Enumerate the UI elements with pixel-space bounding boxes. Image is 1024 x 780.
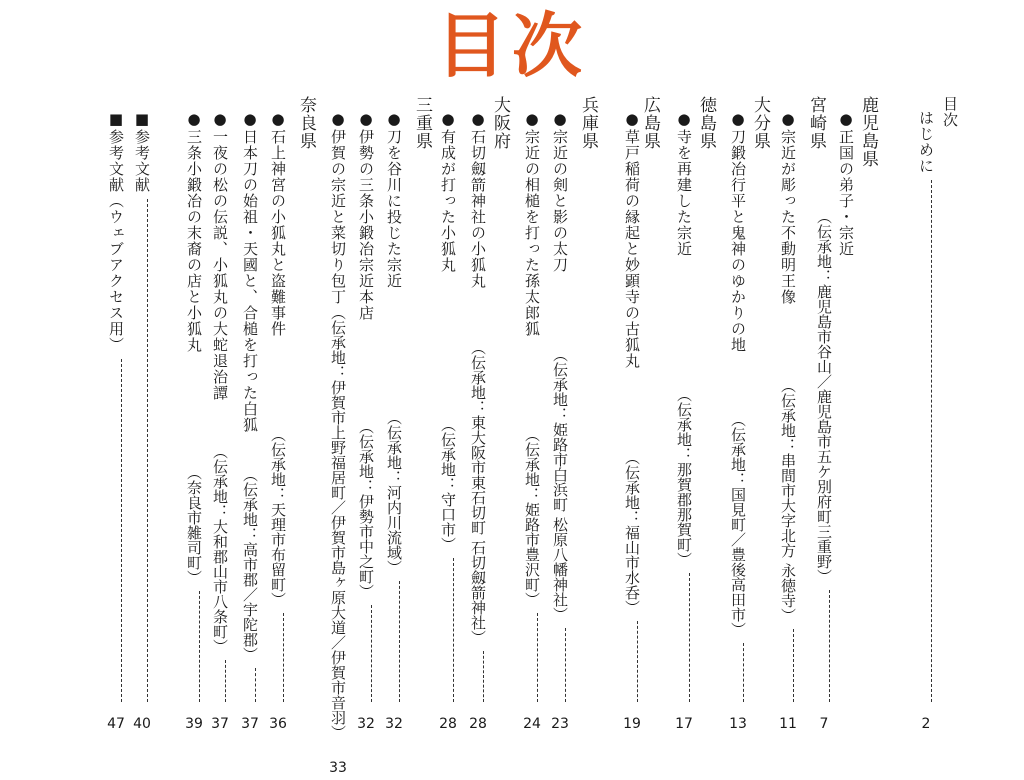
entry-location-note: （伝承地：鹿児島市谷山／鹿児島市五ケ別府町三重野） — [815, 208, 833, 584]
leader-dots — [733, 643, 744, 702]
leader-dots — [527, 613, 538, 703]
leader-dots — [215, 660, 226, 703]
entry-location-note: （伝承地：河内川流域） — [385, 410, 403, 575]
leader-dots — [245, 668, 256, 702]
leader-dots — [627, 621, 638, 702]
entry-title: ●一夜の松の伝説、小狐丸の大蛇退治譚 — [211, 110, 229, 401]
entry-title: 目次 — [941, 96, 959, 128]
leader-dots — [921, 180, 932, 702]
toc-entry[interactable] — [208, 96, 232, 736]
entry-title: 宮崎県 — [806, 96, 826, 150]
entry-location-note: （奈良市雑司町） — [185, 464, 203, 585]
toc-prefecture-heading — [856, 96, 880, 736]
entry-location-note: （伝承地：天理市布留町） — [269, 426, 287, 607]
leader-dots — [111, 359, 122, 702]
page-number: 37 — [211, 716, 229, 732]
page-number: 33 — [329, 760, 347, 776]
toc-entry[interactable] — [834, 96, 858, 736]
toc-prefecture-heading — [294, 96, 318, 736]
toc-entry[interactable] — [266, 96, 290, 736]
leader-dots — [361, 605, 372, 703]
toc-entry[interactable] — [326, 96, 350, 776]
leader-dots — [555, 628, 566, 702]
toc-entry[interactable] — [130, 96, 154, 736]
leader-dots — [189, 591, 200, 703]
toc-entry[interactable] — [726, 96, 750, 736]
toc-prefecture-heading — [694, 96, 718, 736]
entry-location-note: （伝承地：福山市水呑） — [623, 450, 641, 615]
toc-entry[interactable] — [436, 96, 460, 736]
entry-title: 三重県 — [412, 96, 432, 150]
toc-prefecture-heading — [488, 96, 512, 736]
toc-entry[interactable] — [466, 96, 490, 736]
entry-location-note: （伝承地：姫路市白浜町 松原八幡神社） — [551, 347, 569, 622]
page-number: 32 — [357, 716, 375, 732]
entry-title: 鹿児島県 — [858, 96, 878, 168]
toc-header — [938, 96, 962, 736]
entry-location-note: （伝承地：高市郡／宇陀郡） — [241, 467, 259, 662]
toc-entry[interactable] — [672, 96, 696, 736]
entry-title: はじめに — [917, 110, 935, 174]
entry-location-note: （伝承地：東大阪市東石切町 石切劔箭神社） — [469, 340, 487, 645]
entry-title: ●宗近の剣と影の太刀 — [551, 110, 569, 273]
entry-title: ●正国の弟子・宗近 — [837, 110, 855, 257]
leader-dots — [783, 629, 794, 702]
page-number: 36 — [269, 716, 287, 732]
leader-dots — [443, 558, 454, 702]
table-of-contents — [86, 96, 976, 776]
entry-title: ●寺を再建した宗近 — [675, 110, 693, 257]
entry-location-note: （伝承地：大和郡山市八条町） — [211, 443, 229, 654]
toc-prefecture-heading — [410, 96, 434, 736]
entry-title: ●伊勢の三条小鍛冶宗近本店 — [357, 110, 375, 321]
toc-entry[interactable] — [382, 96, 406, 736]
toc-entry[interactable] — [620, 96, 644, 736]
entry-title: 奈良県 — [296, 96, 316, 150]
page-number: 2 — [921, 716, 931, 732]
entry-title: ●刀を谷川に投じた宗近 — [385, 110, 403, 289]
entry-title: ■参考文献 — [133, 110, 151, 193]
page-title: 目次 — [436, 5, 588, 87]
entry-title: 徳島県 — [696, 96, 716, 150]
entry-location-note: （伝承地：那賀郡那賀町） — [675, 386, 693, 567]
page-number: 24 — [523, 716, 541, 732]
entry-title: ●石上神宮の小狐丸と盗難事件 — [269, 110, 287, 337]
toc-prefecture-heading — [748, 96, 772, 736]
page-number: 23 — [551, 716, 569, 732]
entry-title: ●宗近が彫った不動明王像 — [779, 110, 797, 305]
entry-location-note: （伝承地：串間市大字北方 永徳寺） — [779, 378, 797, 623]
toc-prefecture-heading — [576, 96, 600, 736]
page-number: 32 — [385, 716, 403, 732]
entry-location-note: （伝承地：国見町／豊後高田市） — [729, 412, 747, 637]
entry-location-note: （伝承地：姫路市豊沢町） — [523, 426, 541, 607]
toc-entry[interactable] — [548, 96, 572, 736]
entry-title: ●日本刀の始祖・天國と、合槌を打った白狐 — [241, 110, 259, 433]
toc-entry[interactable] — [104, 96, 128, 736]
entry-location-note: （伝承地：守口市） — [439, 417, 457, 552]
entry-title: ●刀鍛冶行平と鬼神のゆかりの地 — [729, 110, 747, 353]
entry-title: 広島県 — [640, 96, 660, 150]
toc-entry[interactable] — [354, 96, 378, 736]
leader-dots — [473, 651, 484, 702]
toc-entry[interactable] — [914, 96, 938, 736]
entry-title: 大阪府 — [490, 96, 510, 150]
entry-title: ●石切劔箭神社の小狐丸 — [469, 110, 487, 289]
entry-title: 兵庫県 — [578, 96, 598, 150]
toc-entry[interactable] — [520, 96, 544, 736]
entry-location-note: （伝承地：伊勢市中之町） — [357, 418, 375, 599]
toc-entry[interactable] — [238, 96, 262, 736]
leader-dots — [137, 199, 148, 702]
entry-title: ■参考文献（ウェブアクセス用） — [107, 110, 125, 353]
page-number: 19 — [623, 716, 641, 732]
page-number: 37 — [241, 716, 259, 732]
entry-title: ●有成が打った小狐丸 — [439, 110, 457, 273]
page-number: 13 — [729, 716, 747, 732]
entry-title: ●伊賀の宗近と菜切り包丁 — [329, 110, 347, 305]
leader-dots — [273, 613, 284, 703]
leader-dots — [679, 573, 690, 703]
page-number: 17 — [675, 716, 693, 732]
page-number: 47 — [107, 716, 125, 732]
page-number: 39 — [185, 716, 203, 732]
entry-title: ●宗近の相槌を打った孫太郎狐 — [523, 110, 541, 337]
toc-entry[interactable] — [182, 96, 206, 736]
page-number: 7 — [819, 716, 829, 732]
page-number: 11 — [779, 716, 797, 732]
leader-dots — [389, 581, 400, 702]
entry-location-note: （伝承地：伊賀市上野福居町／伊賀市島ヶ原大道／伊賀市音羽） — [329, 305, 347, 740]
page-number: 28 — [439, 716, 457, 732]
toc-entry[interactable] — [776, 96, 800, 736]
entry-title: ●三条小鍛冶の末裔の店と小狐丸 — [185, 110, 203, 353]
entry-title: ●草戸稲荷の縁起と妙顕寺の古狐丸 — [623, 110, 641, 369]
page-number: 28 — [469, 716, 487, 732]
toc-prefecture-heading — [804, 96, 828, 736]
entry-title: 大分県 — [750, 96, 770, 150]
page-number: 40 — [133, 716, 151, 732]
